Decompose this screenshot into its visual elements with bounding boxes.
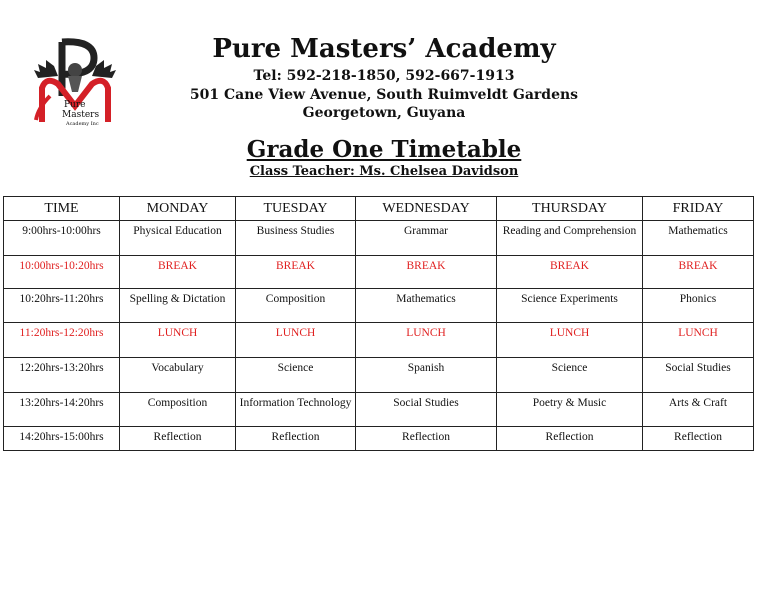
lunch-cell: LUNCH [497, 323, 643, 358]
subject-cell: Reflection [497, 427, 643, 451]
subject-cell: Reflection [120, 427, 236, 451]
table-row [4, 358, 754, 393]
time-cell: 13:20hrs-14:20hrs [4, 393, 120, 427]
subject-cell: Science [497, 358, 643, 393]
col-header-friday: FRIDAY [643, 197, 754, 221]
lunch-cell: LUNCH [236, 323, 356, 358]
logo-text-3: Academy Inc [66, 121, 99, 127]
table-row [4, 289, 754, 323]
subject-cell: Social Studies [643, 358, 754, 393]
col-header-time: TIME [4, 197, 120, 221]
break-cell: BREAK [356, 256, 497, 289]
subject-cell: Reading and Comprehension [497, 221, 643, 256]
time-cell: 10:00hrs-10:20hrs [4, 256, 120, 289]
col-header-tuesday: TUESDAY [236, 197, 356, 221]
subject-cell: Poetry & Music [497, 393, 643, 427]
subject-cell: Spanish [356, 358, 497, 393]
subject-cell: Information Technology [236, 393, 356, 427]
col-header-monday: MONDAY [120, 197, 236, 221]
subject-cell: Arts & Craft [643, 393, 754, 427]
subject-cell: Composition [120, 393, 236, 427]
school-name: Pure Masters’ Academy [212, 34, 556, 64]
time-cell: 12:20hrs-13:20hrs [4, 358, 120, 393]
col-header-wednesday: WEDNESDAY [356, 197, 497, 221]
time-cell: 10:20hrs-11:20hrs [4, 289, 120, 323]
time-cell: 14:20hrs-15:00hrs [4, 427, 120, 451]
table-row-break [4, 256, 754, 289]
subject-cell: Spelling & Dictation [120, 289, 236, 323]
time-cell: 9:00hrs-10:00hrs [4, 221, 120, 256]
subject-cell: Reflection [643, 427, 754, 451]
break-cell: BREAK [497, 256, 643, 289]
table-row-lunch [4, 323, 754, 358]
subject-cell: Vocabulary [120, 358, 236, 393]
subject-cell: Mathematics [356, 289, 497, 323]
subject-cell: Science Experiments [497, 289, 643, 323]
subject-cell: Phonics [643, 289, 754, 323]
subject-cell: Physical Education [120, 221, 236, 256]
logo-text-2: Masters [62, 110, 100, 120]
break-cell: BREAK [236, 256, 356, 289]
address-line-2: Georgetown, Guyana [302, 105, 466, 121]
time-cell: 11:20hrs-12:20hrs [4, 323, 120, 358]
academy-logo [32, 36, 118, 130]
subject-cell: Grammar [356, 221, 497, 256]
subject-cell: Science [236, 358, 356, 393]
timetable-title: Grade One Timetable [246, 136, 522, 163]
subject-cell: Reflection [356, 427, 497, 451]
break-cell: BREAK [643, 256, 754, 289]
table-row [4, 221, 754, 256]
col-header-thursday: THURSDAY [497, 197, 643, 221]
phone-numbers: Tel: 592-218-1850, 592-667-1913 [253, 68, 515, 84]
lunch-cell: LUNCH [356, 323, 497, 358]
table-row [4, 393, 754, 427]
timetable [3, 196, 754, 451]
subject-cell: Business Studies [236, 221, 356, 256]
subject-cell: Composition [236, 289, 356, 323]
class-teacher: Class Teacher: Ms. Chelsea Davidson [249, 164, 519, 179]
header-row [4, 197, 754, 221]
subject-cell: Reflection [236, 427, 356, 451]
table-row [4, 427, 754, 451]
lunch-cell: LUNCH [643, 323, 754, 358]
address-line-1: 501 Cane View Avenue, South Ruimveldt Gardens [189, 87, 579, 103]
subject-cell: Mathematics [643, 221, 754, 256]
logo-text-1: Pure [64, 100, 86, 110]
subject-cell: Social Studies [356, 393, 497, 427]
lunch-cell: LUNCH [120, 323, 236, 358]
break-cell: BREAK [120, 256, 236, 289]
